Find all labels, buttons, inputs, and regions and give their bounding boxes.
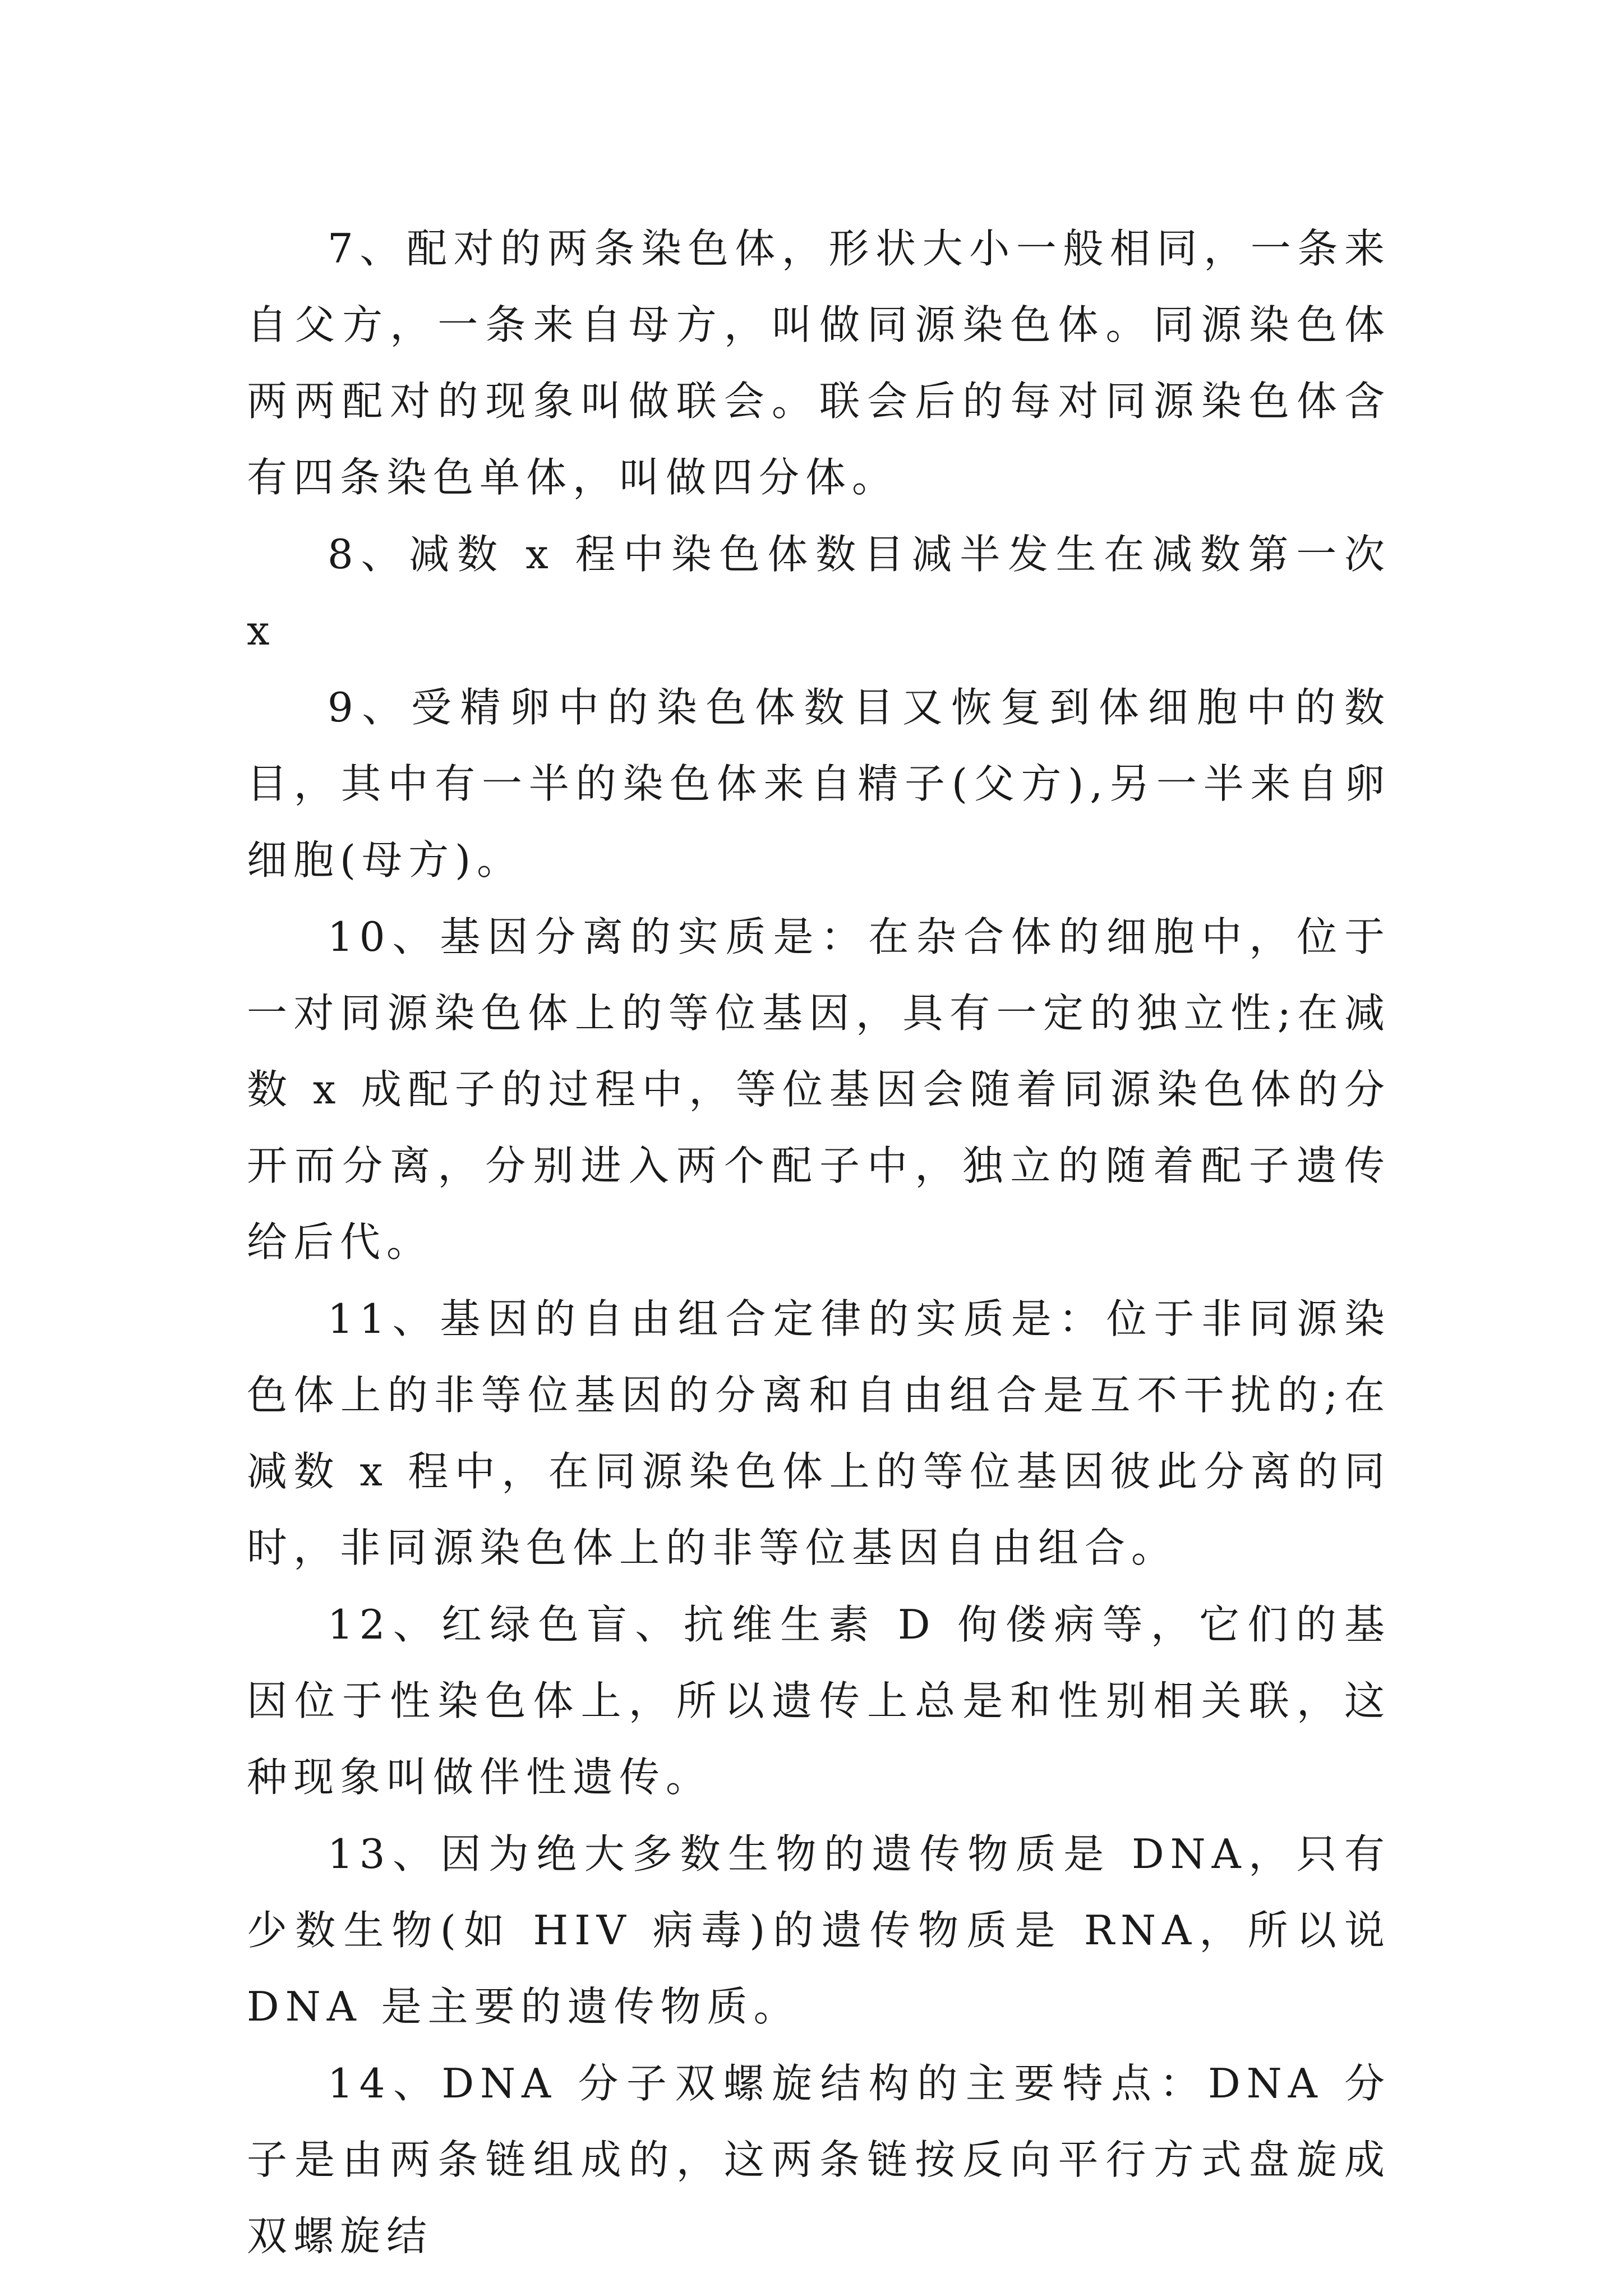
paragraph-7: 7、配对的两条染色体，形状大小一般相同，一条来自父方，一条来自母方，叫做同源染色体。同源染色体两两配对的现象叫做联会。联会后的每对同源染色体含有四条染色单体，叫做四分体。 <box>247 225 1391 501</box>
paragraph-12: 12、红绿色盲、抗维生素 D 佝偻病等，它们的基因位于性染色体上，所以遗传上总是和性别相关联，这种现象叫做伴性遗传。 <box>247 1601 1391 1801</box>
paragraph-9: 9、受精卵中的染色体数目又恢复到体细胞中的数目，其中有一半的染色体来自精子(父方),另一半来自卵细胞(母方)。 <box>247 684 1391 884</box>
paragraph-10: 10、基因分离的实质是：在杂合体的细胞中，位于一对同源染色体上的等位基因，具有一定的独立性;在减数 x 成配子的过程中，等位基因会随着同源染色体的分开而分离，分别进入两个配子中，独立的随着配子遗传给后代。 <box>247 913 1391 1266</box>
document-body <box>247 210 1391 2275</box>
paragraph-13: 13、因为绝大多数生物的遗传物质是 DNA，只有少数生物(如 HIV 病毒)的遗传物质是 RNA，所以说 DNA 是主要的遗传物质。 <box>247 1830 1391 2030</box>
paragraph-8: 8、减数 x 程中染色体数目减半发生在减数第一次 x <box>247 531 1391 654</box>
paragraph-14: 14、DNA 分子双螺旋结构的主要特点：DNA 分子是由两条链组成的，这两条链按反向平行方式盘旋成双螺旋结 <box>247 2060 1391 2260</box>
paragraph-11: 11、基因的自由组合定律的实质是：位于非同源染色体上的非等位基因的分离和自由组合是互不干扰的;在减数 x 程中，在同源染色体上的等位基因彼此分离的同时，非同源染色体上的非等位基因自由组合。 <box>247 1295 1391 1571</box>
